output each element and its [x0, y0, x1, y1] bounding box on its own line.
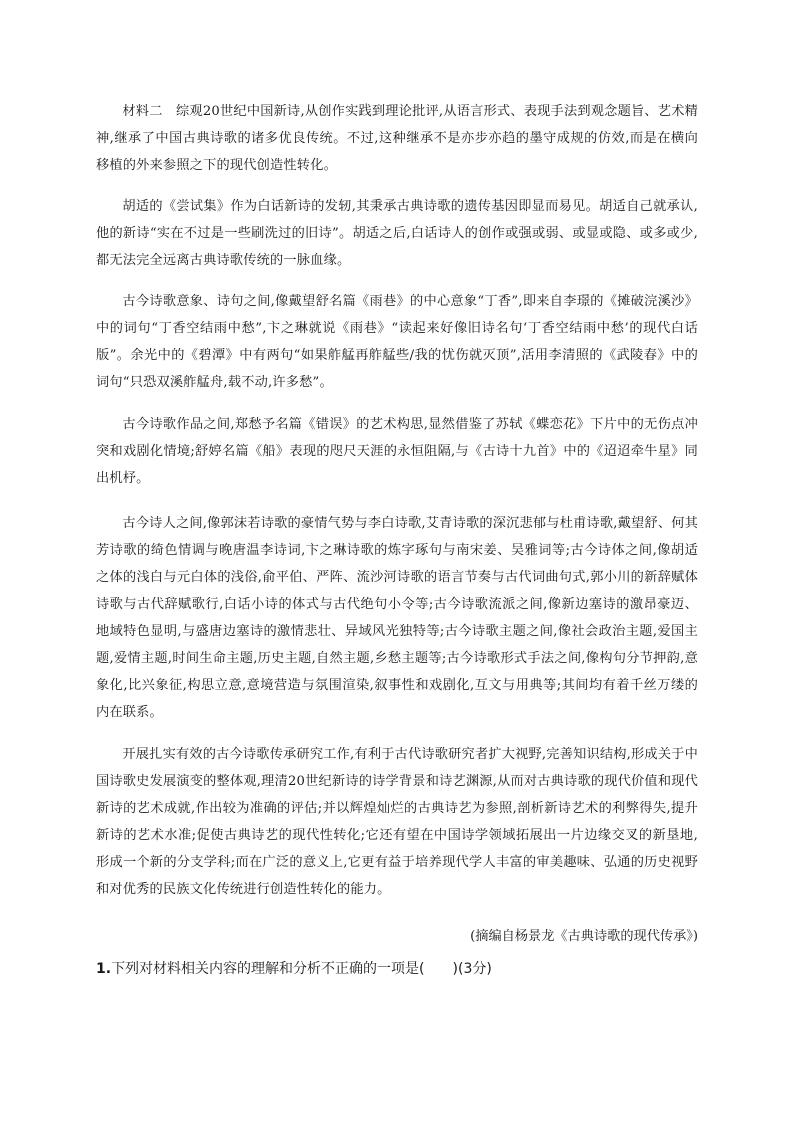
- paragraph-hu-shi: 胡适的《尝试集》作为白话新诗的发轫,其秉承古典诗歌的遗传基因即显而易见。胡适自己就承认,他的新诗“实在不过是一些刷洗过的旧诗”。胡适之后,白话诗人的创作或强或弱、或显或隐、或多或少,都无法完全远离古典诗歌传统的一脉血缘。: [96, 199, 698, 268]
- paragraph-imagery: 古今诗歌意象、诗句之间,像戴望舒名篇《雨巷》的中心意象“丁香”,即来自李璟的《摊破浣溪沙》中的词句“丁香空结雨中愁”,卞之琳就说《雨巷》“读起来好像旧诗名句‘丁香空结雨中愁’的现代白话版”。余光中的《碧潭》中有两句“如果舴艋再舴艋些/我的忧伤就灭顶”,活用李清照的《武陵春》中的词句“只恐双溪舴艋舟,载不动,许多愁”。: [96, 294, 698, 390]
- question-text: 下列对材料相关内容的理解和分析不正确的一项是( )(3分): [111, 961, 492, 977]
- question-number: 1.: [96, 961, 112, 977]
- paragraph-research-value: 开展扎实有效的古今诗歌传承研究工作,有利于古代诗歌研究者扩大视野,完善知识结构,形成关于中国诗歌史发展演变的整体观,理清20世纪新诗的诗学背景和诗艺渊源,从而对古典诗歌的现代价值和现代新诗的艺术成就,作出较为准确的评估;并以辉煌灿烂的古典诗艺为参照,剖析新诗艺术的利弊得失,提升新诗的艺术水准;促使古典诗艺的现代性转化;它还有望在中国诗学领域拓展出一片边缘交叉的新垦地,形成一个新的分支学科;而在广泛的意义上,它更有益于培养现代学人丰富的审美趣味、弘通的历史视野和对优秀的民族文化传统进行创造性转化的能力。: [96, 747, 698, 897]
- source-citation: (摘编自杨景龙《古典诗歌的现代传承》): [470, 929, 698, 944]
- question-1: [96, 956, 698, 983]
- paragraph-works: 古今诗歌作品之间,郑愁予名篇《错误》的艺术构思,显然借鉴了苏轼《蝶恋花》下片中的无伤点冲突和戏剧化情境;舒婷名篇《船》表现的咫尺天涯的永恒阻隔,与《古诗十九首》中的《迢迢牵牛星》同出机杼。: [96, 417, 698, 486]
- paragraph-material-intro: 材料二 综观20世纪中国新诗,从创作实践到理论批评,从语言形式、表现手法到观念题旨、艺术精神,继承了中国古典诗歌的诸多优良传统。不过,这种继承不是亦步亦趋的墨守成规的仿效,而是在横向移植的外来参照之下的现代创造性转化。: [96, 104, 698, 173]
- paragraph-poets-styles: 古今诗人之间,像郭沫若诗歌的豪情气势与李白诗歌,艾青诗歌的深沉悲郁与杜甫诗歌,戴望舒、何其芳诗歌的绮色情调与晚唐温李诗词,卞之琳诗歌的炼字琢句与南宋姜、吴雅词等;古今诗体之间,像胡适之体的浅白与元白体的浅俗,俞平伯、严阵、流沙河诗歌的语言节奏与古代词曲句式,郭小川的新辞赋体诗歌与古代辞赋歌行,白话小诗的体式与古代绝句小令等;古今诗歌流派之间,像新边塞诗的激昂豪迈、地域特色显明,与盛唐边塞诗的激情悲壮、异域风光独特等;古今诗歌主题之间,像社会政治主题,爱国主题,爱情主题,时间生命主题,历史主题,自然主题,乡愁主题等;古今诗歌形式手法之间,像构句分节押韵,意象化,比兴象征,构思立意,意境营造与氛围渲染,叙事性和戏剧化,互文与用典等;其间均有着千丝万缕的内在联系。: [96, 516, 698, 720]
